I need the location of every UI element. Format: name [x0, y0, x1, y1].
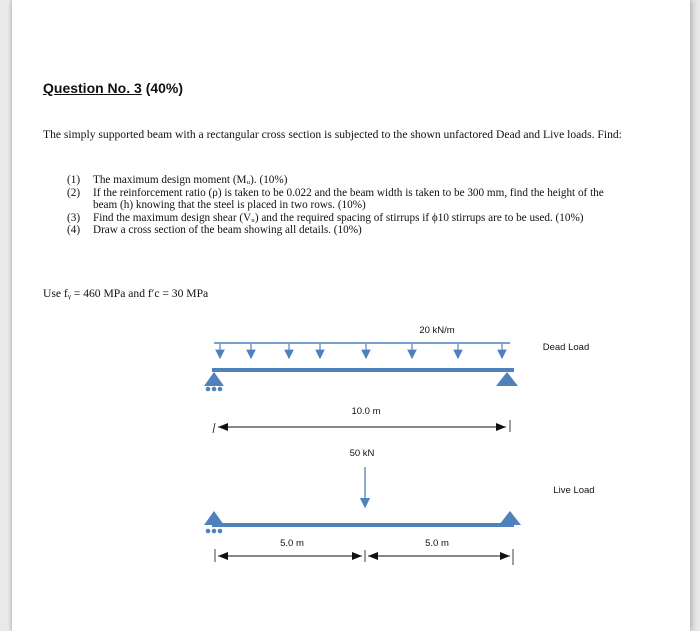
- live-load-case-label: Live Load: [553, 485, 595, 496]
- task-text: The maximum design moment (Mᵤ). (10%): [93, 174, 288, 186]
- question-weight: (40%): [145, 80, 184, 96]
- question-intro: The simply supported beam with a rectangular cross section is subjected to the shown unfactored Dead and Live loads. Find:: [43, 128, 622, 141]
- right-support: [496, 372, 518, 386]
- left-support: [204, 372, 224, 391]
- right-support: [499, 511, 521, 525]
- beam: [212, 368, 514, 372]
- dead-load-diagram: [204, 325, 589, 433]
- left-span-label: 5.0 m: [280, 538, 304, 549]
- left-support: [204, 511, 224, 533]
- material-properties: Use fᵧ = 460 MPa and f′c = 30 MPa: [43, 287, 209, 300]
- live-load-diagram: [204, 448, 595, 565]
- task-number: (3): [67, 211, 81, 224]
- task-text: Draw a cross section of the beam showing all details. (10%): [93, 224, 362, 236]
- distributed-load-label: 20 kN/m: [419, 325, 455, 336]
- task-number: (2): [67, 186, 81, 199]
- point-load-label: 50 kN: [349, 448, 375, 459]
- dead-load-case-label: Dead Load: [542, 342, 590, 353]
- question-label: Question No. 3: [43, 80, 142, 96]
- distributed-load-arrows: [220, 344, 502, 358]
- right-span-label: 5.0 m: [425, 538, 449, 549]
- task-number: (1): [67, 174, 81, 186]
- task-number: (4): [67, 224, 81, 236]
- task-text: If the reinforcement ratio (ρ) is taken to be 0.022 and the beam width is taken to be 300 mm, find the height of the beam (h) knowing that the steel is placed in two rows. (10%): [93, 186, 604, 211]
- task-text: Find the maximum design shear (Vᵤ) and the required spacing of stirrups if ϕ10 stirrups are to be used. (10%): [93, 211, 584, 224]
- span-dimension-label: 10.0 m: [351, 406, 381, 417]
- beam: [212, 523, 514, 527]
